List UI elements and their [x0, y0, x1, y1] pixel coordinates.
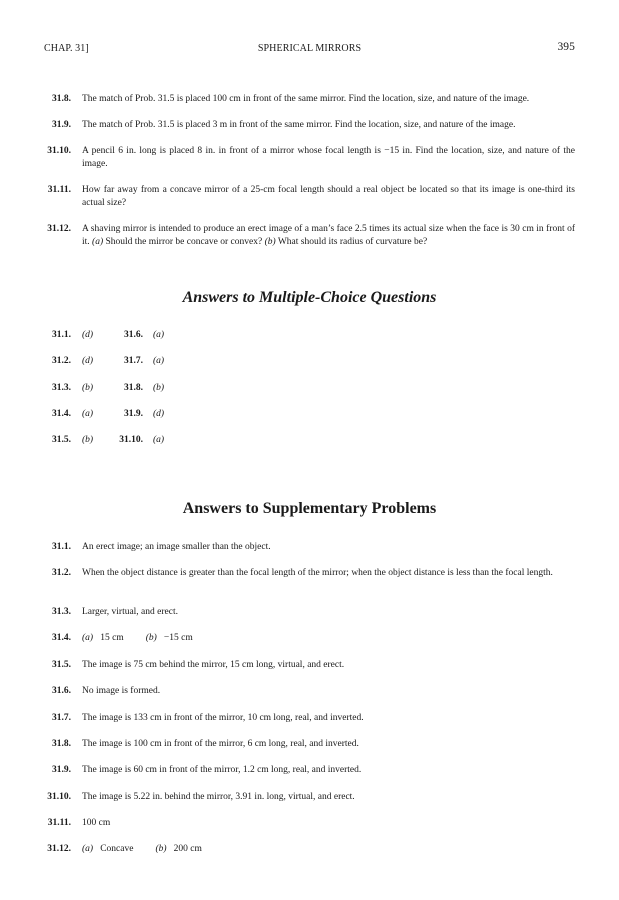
- answer-text: An erect image; an image smaller than the object.: [82, 542, 271, 552]
- answer-number: 31.8.: [52, 739, 71, 749]
- mc-answer-value: (d): [82, 356, 94, 366]
- answer-text: The image is 75 cm behind the mirror, 15 cm long, virtual, and erect.: [82, 660, 345, 670]
- answer-text: (a) Concave (b) 200 cm: [82, 844, 202, 854]
- answer-number: 31.4.: [52, 633, 71, 643]
- answer-number: 31.5.: [52, 660, 71, 670]
- mc-answer-value: (b): [153, 383, 165, 393]
- problem-number: 31.12.: [47, 224, 71, 234]
- mc-question-number: 31.7.: [124, 356, 143, 366]
- mc-question-number: 31.10.: [119, 435, 143, 445]
- answer-number: 31.6.: [52, 686, 71, 696]
- answer-text: No image is formed.: [82, 686, 161, 696]
- answer-text: The image is 133 cm in front of the mirror, 10 cm long, real, and inverted.: [82, 713, 364, 723]
- answer-text: The image is 100 cm in front of the mirror, 6 cm long, real, and inverted.: [82, 739, 359, 749]
- answer-text: 100 cm: [82, 818, 111, 828]
- supplementary-answers-heading: Answers to Supplementary Problems: [182, 500, 437, 517]
- mc-question-number: 31.4.: [52, 409, 71, 419]
- problem-text: A pencil 6 in. long is placed 8 in. in front of a mirror whose focal length is −15 in. Find the location, size, and nature of the image.: [82, 146, 575, 169]
- answer-number: 31.12.: [47, 844, 71, 854]
- problem-text: The match of Prob. 31.5 is placed 3 m in front of the same mirror. Find the location, size, and nature of the image.: [82, 120, 516, 130]
- mc-answer-value: (b): [82, 435, 94, 445]
- mc-question-number: 31.2.: [52, 356, 71, 366]
- answer-number: 31.2.: [52, 568, 71, 578]
- mc-question-number: 31.6.: [124, 330, 143, 340]
- answer-number: 31.11.: [47, 818, 71, 828]
- mc-answer-value: (d): [82, 330, 94, 340]
- problem-number: 31.11.: [47, 185, 71, 195]
- problem-text: A shaving mirror is intended to produce an erect image of a man’s face 2.5 times its actual size when the face is 30 cm in front of it. (a) Should the mirror be concave or convex? (b) What should its radius of curvature be?: [82, 224, 575, 247]
- mc-question-number: 31.8.: [124, 383, 143, 393]
- answer-text: The image is 5.22 in. behind the mirror, 3.91 in. long, virtual, and erect.: [82, 792, 355, 802]
- page-number: 395: [557, 41, 575, 53]
- mc-question-number: 31.5.: [52, 435, 71, 445]
- problem-number: 31.8.: [52, 94, 71, 104]
- problem-number: 31.9.: [52, 120, 71, 130]
- running-header-chapter: CHAP. 31]: [44, 43, 89, 54]
- answer-number: 31.10.: [47, 792, 71, 802]
- mc-question-number: 31.9.: [124, 409, 143, 419]
- mc-question-number: 31.1.: [52, 330, 71, 340]
- mc-answer-value: (a): [153, 330, 165, 340]
- running-header-title: SPHERICAL MIRRORS: [257, 43, 362, 54]
- mc-question-number: 31.3.: [52, 383, 71, 393]
- answer-text: The image is 60 cm in front of the mirror, 1.2 cm long, real, and inverted.: [82, 765, 362, 775]
- mc-answer-value: (a): [153, 356, 165, 366]
- mc-answer-value: (a): [153, 435, 165, 445]
- problem-number: 31.10.: [47, 146, 71, 156]
- answer-number: 31.9.: [52, 765, 71, 775]
- answer-text: (a) 15 cm (b) −15 cm: [82, 633, 193, 643]
- answer-text: When the object distance is greater than the focal length of the mirror; when the object distance is less than the focal length.: [82, 568, 553, 578]
- problem-text: The match of Prob. 31.5 is placed 100 cm in front of the same mirror. Find the location, size, and nature of the image.: [82, 94, 530, 104]
- mc-answers-heading: Answers to Multiple-Choice Questions: [182, 289, 437, 306]
- answer-number: 31.7.: [52, 713, 71, 723]
- mc-answer-value: (b): [82, 383, 94, 393]
- answer-number: 31.1.: [52, 542, 71, 552]
- problem-text: How far away from a concave mirror of a 25-cm focal length should a real object be located so that its image is one-third its actual size?: [82, 185, 575, 208]
- answer-number: 31.3.: [52, 607, 71, 617]
- mc-answer-value: (a): [82, 409, 94, 419]
- mc-answer-value: (d): [153, 409, 165, 419]
- answer-text: Larger, virtual, and erect.: [82, 607, 178, 617]
